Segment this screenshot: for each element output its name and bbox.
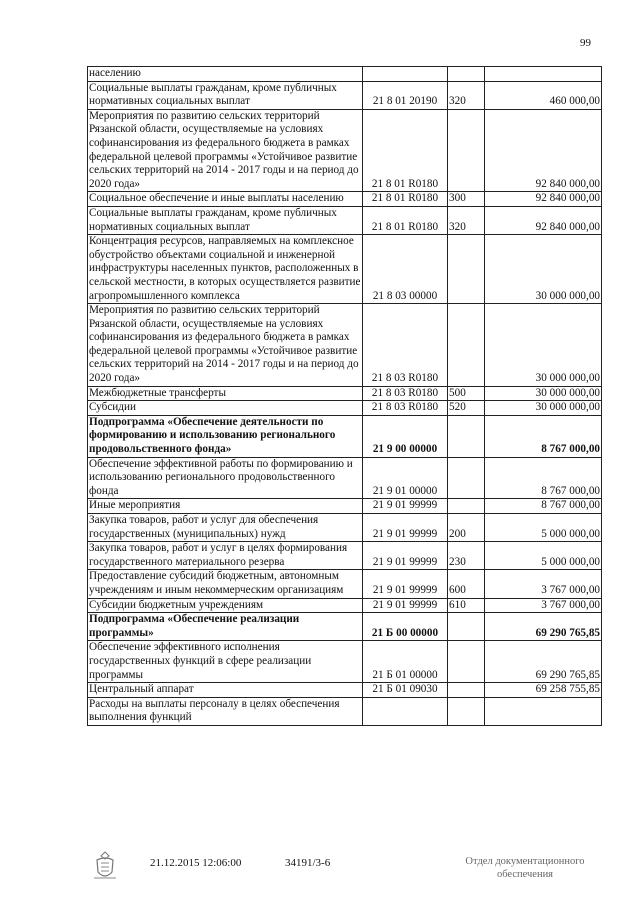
row-type (448, 499, 485, 514)
row-name: Центральный аппарат (88, 683, 363, 698)
table-row (88, 81, 602, 109)
table-row (88, 109, 602, 192)
row-amount: 8 767 000,00 (485, 457, 602, 499)
table-row (88, 457, 602, 499)
row-name: Иные мероприятия (88, 499, 363, 514)
row-name: Концентрация ресурсов, направляемых на комплексное обустройство объектами социальной и инженерной инфраструктуры населенных пунктов, расположенных в сельской местности, в которых осуществляется развитие агропромышленного комплекса (88, 235, 363, 304)
row-type: 600 (448, 570, 485, 598)
footer-department-line1: Отдел документационного (465, 856, 585, 867)
row-amount: 69 290 765,85 (485, 641, 602, 683)
row-name: Подпрограмма «Обеспечение реализации программы» (88, 613, 363, 641)
row-amount: 3 767 000,00 (485, 598, 602, 613)
row-code: 21 8 03 R0180 (363, 386, 448, 401)
row-amount: 30 000 000,00 (485, 235, 602, 304)
footer-doc-number: 34191/3-6 (285, 857, 331, 869)
row-code: 21 Б 01 09030 (363, 683, 448, 698)
row-type (448, 683, 485, 698)
row-name: Обеспечение эффективной работы по формированию и использованию регионального продовольственного фонда (88, 457, 363, 499)
row-type: 610 (448, 598, 485, 613)
row-code: 21 8 03 R0180 (363, 401, 448, 416)
table-row (88, 613, 602, 641)
row-type (448, 641, 485, 683)
row-amount: 460 000,00 (485, 81, 602, 109)
row-type (448, 67, 485, 82)
row-amount: 5 000 000,00 (485, 514, 602, 542)
row-code: 21 8 01 R0180 (363, 206, 448, 234)
row-code (363, 697, 448, 725)
row-name: населению (88, 67, 363, 82)
row-type (448, 457, 485, 499)
row-amount: 5 000 000,00 (485, 542, 602, 570)
footer-department (450, 855, 600, 881)
table-row (88, 304, 602, 387)
row-code: 21 9 00 00000 (363, 415, 448, 457)
table-row (88, 401, 602, 416)
row-name: Мероприятия по развитию сельских территорий Рязанской области, осуществляемые на условиях софинансирования из федерального бюджета в рамках федеральной целевой программы «Устойчивое развитие сельских территорий на 2014 - 2017 годы и на период до 2020 года» (88, 109, 363, 192)
table-row (88, 514, 602, 542)
row-type (448, 304, 485, 387)
row-name: Субсидии бюджетным учреждениям (88, 598, 363, 613)
table-row (88, 683, 602, 698)
row-amount: 92 840 000,00 (485, 192, 602, 207)
row-amount: 92 840 000,00 (485, 206, 602, 234)
row-type: 200 (448, 514, 485, 542)
row-name: Субсидии (88, 401, 363, 416)
row-type (448, 697, 485, 725)
row-amount: 8 767 000,00 (485, 415, 602, 457)
row-name: Социальные выплаты гражданам, кроме публичных нормативных социальных выплат (88, 81, 363, 109)
row-type: 520 (448, 401, 485, 416)
row-name: Подпрограмма «Обеспечение деятельности по формированию и использованию регионального продовольственного фонда» (88, 415, 363, 457)
row-name: Закупка товаров, работ и услуг в целях формирования государственного материального резерва (88, 542, 363, 570)
row-type: 300 (448, 192, 485, 207)
row-code: 21 8 01 R0180 (363, 192, 448, 207)
table-row (88, 192, 602, 207)
table-row (88, 235, 602, 304)
row-type: 230 (448, 542, 485, 570)
page-number: 99 (580, 37, 591, 49)
table-row (88, 570, 602, 598)
row-code: 21 9 01 99999 (363, 499, 448, 514)
row-name: Расходы на выплаты персоналу в целях обеспечения выполнения функций (88, 697, 363, 725)
footer-date: 21.12.2015 12:06:00 (150, 857, 242, 869)
row-name: Закупка товаров, работ и услуг для обеспечения государственных (муниципальных) нужд (88, 514, 363, 542)
row-code: 21 9 01 99999 (363, 598, 448, 613)
row-code: 21 8 03 R0180 (363, 304, 448, 387)
row-amount: 30 000 000,00 (485, 401, 602, 416)
row-type (448, 109, 485, 192)
row-type: 320 (448, 206, 485, 234)
table-row (88, 206, 602, 234)
row-code: 21 9 01 99999 (363, 542, 448, 570)
row-amount (485, 67, 602, 82)
row-code: 21 Б 00 00000 (363, 613, 448, 641)
coat-of-arms-icon (92, 850, 118, 882)
row-name: Обеспечение эффективного исполнения государственных функций в сфере реализации программы (88, 641, 363, 683)
row-type (448, 235, 485, 304)
row-name: Мероприятия по развитию сельских территорий Рязанской области, осуществляемые на условиях софинансирования из федерального бюджета в рамках федеральной целевой программы «Устойчивое развитие сельских территорий на 2014 - 2017 годы и на период до 2020 года» (88, 304, 363, 387)
row-name: Социальное обеспечение и иные выплаты населению (88, 192, 363, 207)
row-amount (485, 697, 602, 725)
row-code: 21 9 01 99999 (363, 514, 448, 542)
row-amount: 30 000 000,00 (485, 304, 602, 387)
table-row (88, 386, 602, 401)
row-amount: 3 767 000,00 (485, 570, 602, 598)
budget-table-body (88, 67, 602, 726)
table-row (88, 598, 602, 613)
row-code (363, 67, 448, 82)
row-code: 21 8 03 00000 (363, 235, 448, 304)
row-amount: 69 258 755,85 (485, 683, 602, 698)
table-row (88, 415, 602, 457)
row-amount: 92 840 000,00 (485, 109, 602, 192)
row-amount: 30 000 000,00 (485, 386, 602, 401)
row-amount: 69 290 765,85 (485, 613, 602, 641)
table-row (88, 499, 602, 514)
table-row (88, 697, 602, 725)
row-name: Межбюджетные трансферты (88, 386, 363, 401)
row-type (448, 613, 485, 641)
table-row (88, 67, 602, 82)
row-type (448, 415, 485, 457)
footer-department-line2: обеспечения (496, 869, 554, 880)
row-type: 320 (448, 81, 485, 109)
row-name: Предоставление субсидий бюджетным, автономным учреждениям и иным некоммерческим организациям (88, 570, 363, 598)
table-row (88, 542, 602, 570)
row-type: 500 (448, 386, 485, 401)
budget-table (87, 66, 602, 726)
row-code: 21 8 01 20190 (363, 81, 448, 109)
table-row (88, 641, 602, 683)
row-code: 21 Б 01 00000 (363, 641, 448, 683)
row-name: Социальные выплаты гражданам, кроме публичных нормативных социальных выплат (88, 206, 363, 234)
row-amount: 8 767 000,00 (485, 499, 602, 514)
row-code: 21 9 01 00000 (363, 457, 448, 499)
row-code: 21 8 01 R0180 (363, 109, 448, 192)
row-code: 21 9 01 99999 (363, 570, 448, 598)
